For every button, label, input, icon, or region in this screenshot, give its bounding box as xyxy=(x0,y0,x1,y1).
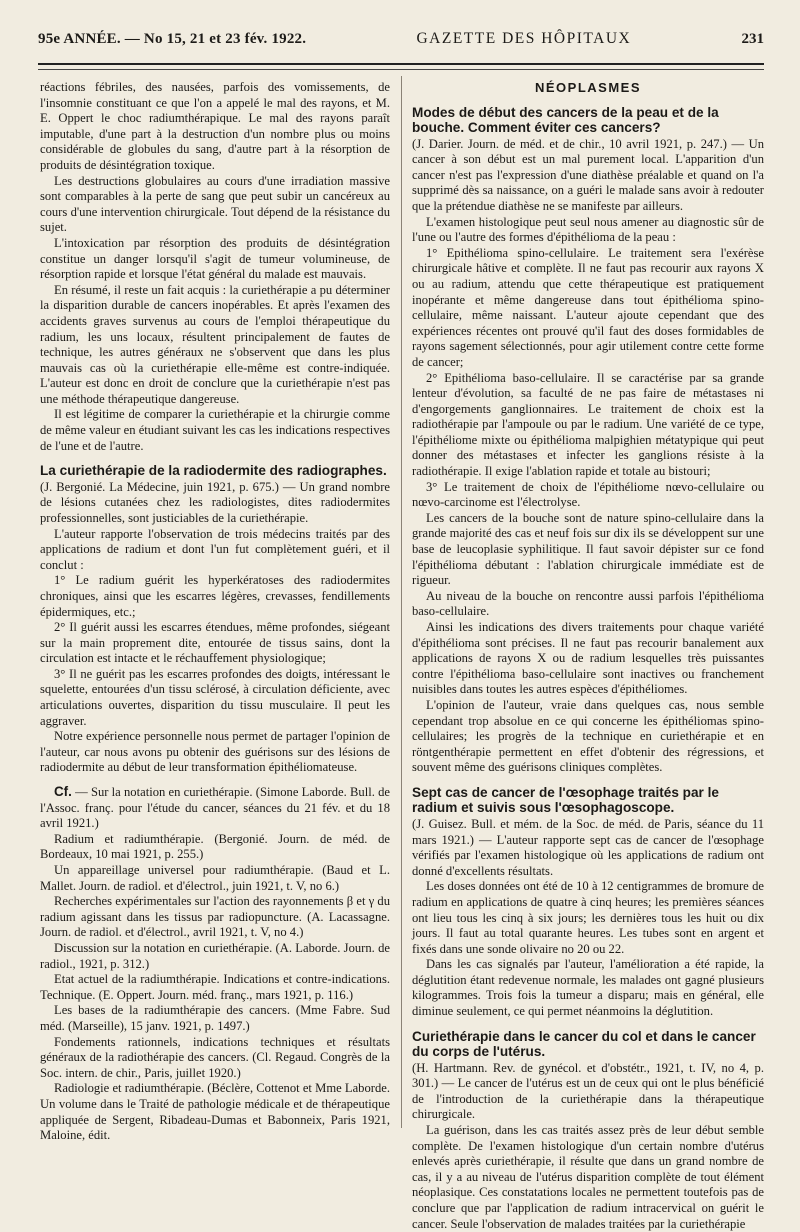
article-citation: (H. Hartmann. Rev. de gynécol. et d'obstétr., 1921, t. IV, no 4, p. 301.) — Le cancer de l'utérus est un de ceux qui ont le plus bénéficié de l'introduction de la curiethérapie dans la thérapeutique chirurgicale. xyxy=(412,1060,764,1122)
article-title: Sept cas de cancer de l'œsophage traités par le radium et suivis sous l'œsophagoscope. xyxy=(412,784,719,816)
paragraph: Ainsi les indications des divers traitements pour chaque variété d'épithélioma sont précises. Il ne faut pas recourir banalement aux applications de rayons X ou de radium lesquelles très puissantes contre l'épithélioma baso-cellulaire sont inactives ou franchement nuisibles dans toutes les autres espèces d'épithéliomes. xyxy=(412,620,764,697)
paragraph: Les doses données ont été de 10 à 12 centigrammes de bromure de radium en applications de quatre à cinq heures; les premières séances ont lieu tous les cinq à six jours; les dernières tous les huit ou dix jours. Il faut au total quarante heures. Les tubes sont en argent et fixés dans une sonde olivaire no 20 ou 22. xyxy=(412,879,764,956)
paragraph: 1° Epithélioma spino-cellulaire. Le traitement sera l'exérèse chirurgicale hâtive et complète. Il ne faut pas recourir aux rayons X ou au radium, attendu que cette thérapeutique est pratiquement inopérante et même dangereuse dans tout épithélioma spino-cellulaire, même naissant. L'auteur ajoute cependant que des expériences récentes ont prouvé qu'il faut des doses formidables de rayons sagement sélectionnés, pour agir utilement contre cette forme de cancer; xyxy=(412,245,764,369)
right-column xyxy=(412,80,764,1231)
paragraph: 2° Il guérit aussi les escarres étendues, même profondes, siégeant sur la main proprement dite, entourée de tissus sains, dont la circulation est intacte et le réchauffement physiologique; xyxy=(40,620,390,666)
reference-item: Radium et radiumthérapie. (Bergonié. Journ. de méd. de Bordeaux, 10 mai 1921, p. 255.) xyxy=(40,831,390,862)
left-column xyxy=(40,80,390,1143)
paragraph: Dans les cas signalés par l'auteur, l'amélioration a été rapide, la déglutition étant redevenue normale, les malades ont gagné plusieurs kilogrammes. Trois fois la tumeur a disparu; mais en général, elle diminue seulement, ce qui permet néanmoins la déglutition. xyxy=(412,957,764,1019)
reference-item: Fondements rationnels, indications techniques et résultats généraux de la radiothérapie des cancers. (Cl. Regaud. Congrès de la Soc. intern. de chir., Paris, juillet 1920.) xyxy=(40,1034,390,1080)
paragraph: 2° Epithélioma baso-cellulaire. Il se caractérise par sa grande lenteur d'évolution, sa faculté de ne pas faire de métastases ni d'engorgements ganglionnaires. Le traitement de choix est la radiothérapie par l'ampoule ou par le radium. Une variété de ce type, l'épithéliome mixte ou épithélioma malpighien métatypique qui peut donner des métastases et infecter les ganglions résiste à la radiothérapie. Il exige l'ablation rapide et totale au bistouri; xyxy=(412,370,764,479)
paragraph: Notre expérience personnelle nous permet de partager l'opinion de l'auteur, car nous avons pu obtenir des guérisons sur des lésions de radiodermite au début de leur transformation épithéliomateuse. xyxy=(40,729,390,775)
reference-item: — Sur la notation en curiethérapie. (Simone Laborde. Bull. de l'Assoc. franç. pour l'étude du cancer, séances du 21 fév. et du 18 avril 1921.) xyxy=(40,785,390,831)
reference-item: Un appareillage universel pour radiumthérapie. (Baud et L. Mallet. Journ. de radiol. et d'électrol., juin 1921, t. V, no 6.) xyxy=(40,863,390,893)
paragraph: L'auteur rapporte l'observation de trois médecins traités par des applications de radium et dont l'un fut complètement guéri, et il conclut : xyxy=(40,526,390,572)
reference-item: Etat actuel de la radiumthérapie. Indications et contre-indications. Technique. (E. Oppert. Journ. méd. franç., mars 1921, p. 116.) xyxy=(40,972,390,1002)
paragraph: En résumé, il reste un fait acquis : la curiethérapie a pu déterminer la disparition durable de cancers inopérables. Et après l'examen des accidents graves survenus au cours de l'emploi thérapeutique du radium, les uns locaux, résultent principalement de fautes de technique, les autres généraux ne s'observent que dans les plus mauvais cas où la curiethérapie elle-même est contre-indiquée. L'auteur est donc en droit de conclure que la curiethérapie n'est pas une méthode thérapeutique dangereuse. xyxy=(40,282,390,406)
paragraph: 3° Il ne guérit pas les escarres profondes des doigts, intéressant le squelette, entourées d'un tissu sclérosé, à circulation déficiente, avec articulations ouvertes, disparition du tissu musculaire. Il peut les aggraver. xyxy=(40,666,390,728)
running-header xyxy=(38,30,764,56)
article-citation: (J. Darier. Journ. de méd. et de chir., 10 avril 1921, p. 247.) — Un cancer à son début est un mal purement local. L'apparition d'un cancer n'est pas l'expression d'une diathèse préalable et quand on l'a supprimé dès sa naissance, on a guéri le malade sans avoir à redouter que la prétendue diathèse ne se manifeste par ailleurs. xyxy=(412,136,764,213)
paragraph: L'examen histologique peut seul nous amener au diagnostic sûr de l'une ou l'autre des formes d'épithélioma de la peau : xyxy=(412,214,764,245)
journal-title: GAZETTE DES HÔPITAUX xyxy=(416,30,632,47)
article-title: La curiethérapie de la radiodermite des radiographes. xyxy=(40,463,387,479)
reference-item: Les bases de la radiumthérapie des cancers. (Mme Fabre. Sud méd. (Marseille), 15 janv. 1921, p. 1497.) xyxy=(40,1003,390,1033)
paragraph: réactions fébriles, des nausées, parfois des vomissements, de l'insomnie constituant ce que l'on a appelé le mal des rayons, et M. E. Oppert le choc radiumthérapique. Le mal des rayons paraît imputable, d'une part à la destruction d'un nombre plus ou moins considérable de globules du sang, d'autre part à la résorption de produits de désintégration toxique. xyxy=(40,80,390,172)
page-number: 231 xyxy=(741,31,764,47)
article-citation: (J. Bergonié. La Médecine, juin 1921, p. 675.) — Un grand nombre de lésions cutanées chez les radiologistes, dites radiodermites professionnelles, sont justiciables de la curiethérapie. xyxy=(40,479,390,525)
paragraph: Au niveau de la bouche on rencontre aussi parfois l'épithélioma baso-cellulaire. xyxy=(412,588,764,619)
references-label: Cf. xyxy=(54,784,72,800)
paragraph: Les cancers de la bouche sont de nature spino-cellulaire dans la grande majorité des cas et neuf fois sur dix ils se développent sur une base de leucoplasie syphilitique. Il faut savoir dépister sur ce fond l'épithélioma débutant : l'ablation chirurgicale immédiate est de rigueur. xyxy=(412,510,764,588)
paragraph: L'intoxication par résorption des produits de désintégration constitue un danger lorsqu'il s'agit de tumeur volumineuse, de résorption rapide et lorsque l'état général du malade est mauvais. xyxy=(40,235,390,282)
paragraph: L'opinion de l'auteur, vraie dans quelques cas, nous semble cependant trop absolue en ce qui concerne les épithéliomas spino-cellulaires; les progrès de la technique en curiethérapie et en röntgenthérapie permettent en effet d'obtenir des régressions, et souvent même des guérisons cliniques complètes. xyxy=(412,697,764,775)
header-rule xyxy=(38,63,764,70)
article-title: Curiethérapie dans le cancer du col et dans le cancer du corps de l'utérus. xyxy=(412,1028,756,1060)
issue-info: 95e ANNÉE. — No 15, 21 et 23 fév. 1922. xyxy=(38,31,307,47)
paragraph: Les destructions globulaires au cours d'une irradiation massive sont comparables à la perte de sang que peut subir un cancéreux au cours d'une intervention chirurgicale. Tout dépend de la résistance du sujet. xyxy=(40,173,390,235)
paragraph: La guérison, dans les cas traités assez près de leur début semble complète. De l'examen histologique d'un certain nombre d'utérus enlevés après curiethérapie, il résulte que dans un grand nombre de cas, il y a au niveau de l'utérus disparition complète de tout élément néoplasique. Ces constatations locales ne permettent toutefois pas de conclure que par l'application de radium intracervical on guérit le cancer. Seule l'observation de malades traitées par la curiethérapie xyxy=(412,1123,764,1231)
column-divider xyxy=(401,76,402,1128)
references-list xyxy=(40,784,390,1144)
section-heading: NÉOPLASMES xyxy=(534,80,641,95)
paragraph: 3° Le traitement de choix de l'épithéliome nœvo-cellulaire ou nœvo-carcinome est l'électrolyse. xyxy=(412,479,764,510)
article-citation: (J. Guisez. Bull. et mém. de la Soc. de méd. de Paris, séance du 11 mars 1921.) — L'auteur rapporte sept cas de cancer de l'œsophage vérifiés par l'examen histologique où les applications de radium ont donné d'excellents résultats. xyxy=(412,816,764,878)
reference-item: Recherches expérimentales sur l'action des rayonnements β et γ du radium agissant dans les tissus par radiopuncture. (A. Lacassagne. Journ. de radiol. et d'électrol., avril 1921, t. V, no 4.) xyxy=(40,894,390,940)
article-title: Modes de début des cancers de la peau et de la bouche. Comment éviter ces cancers? xyxy=(412,104,719,136)
reference-item: Discussion sur la notation en curiethérapie. (A. Laborde. Journ. de radiol., 1921, p. 312.) xyxy=(40,940,390,971)
paragraph: Il est légitime de comparer la curiethérapie et la chirurgie comme de même valeur en étudiant suivant les cas les indications respectives de l'une et de l'autre. xyxy=(40,407,390,453)
reference-item: Radiologie et radiumthérapie. (Béclère, Cottenot et Mme Laborde. Un volume dans le Traité de pathologie médicale et de thérapeutique appliquée de Sergent, Ribadeau-Dumas et Babonneix, Paris 1921, Maloine, édit. xyxy=(40,1081,390,1143)
paragraph: 1° Le radium guérit les hyperkératoses des radiodermites chroniques, ainsi que les escarres légères, crevasses, fendillements épidermiques, etc.; xyxy=(40,573,390,619)
